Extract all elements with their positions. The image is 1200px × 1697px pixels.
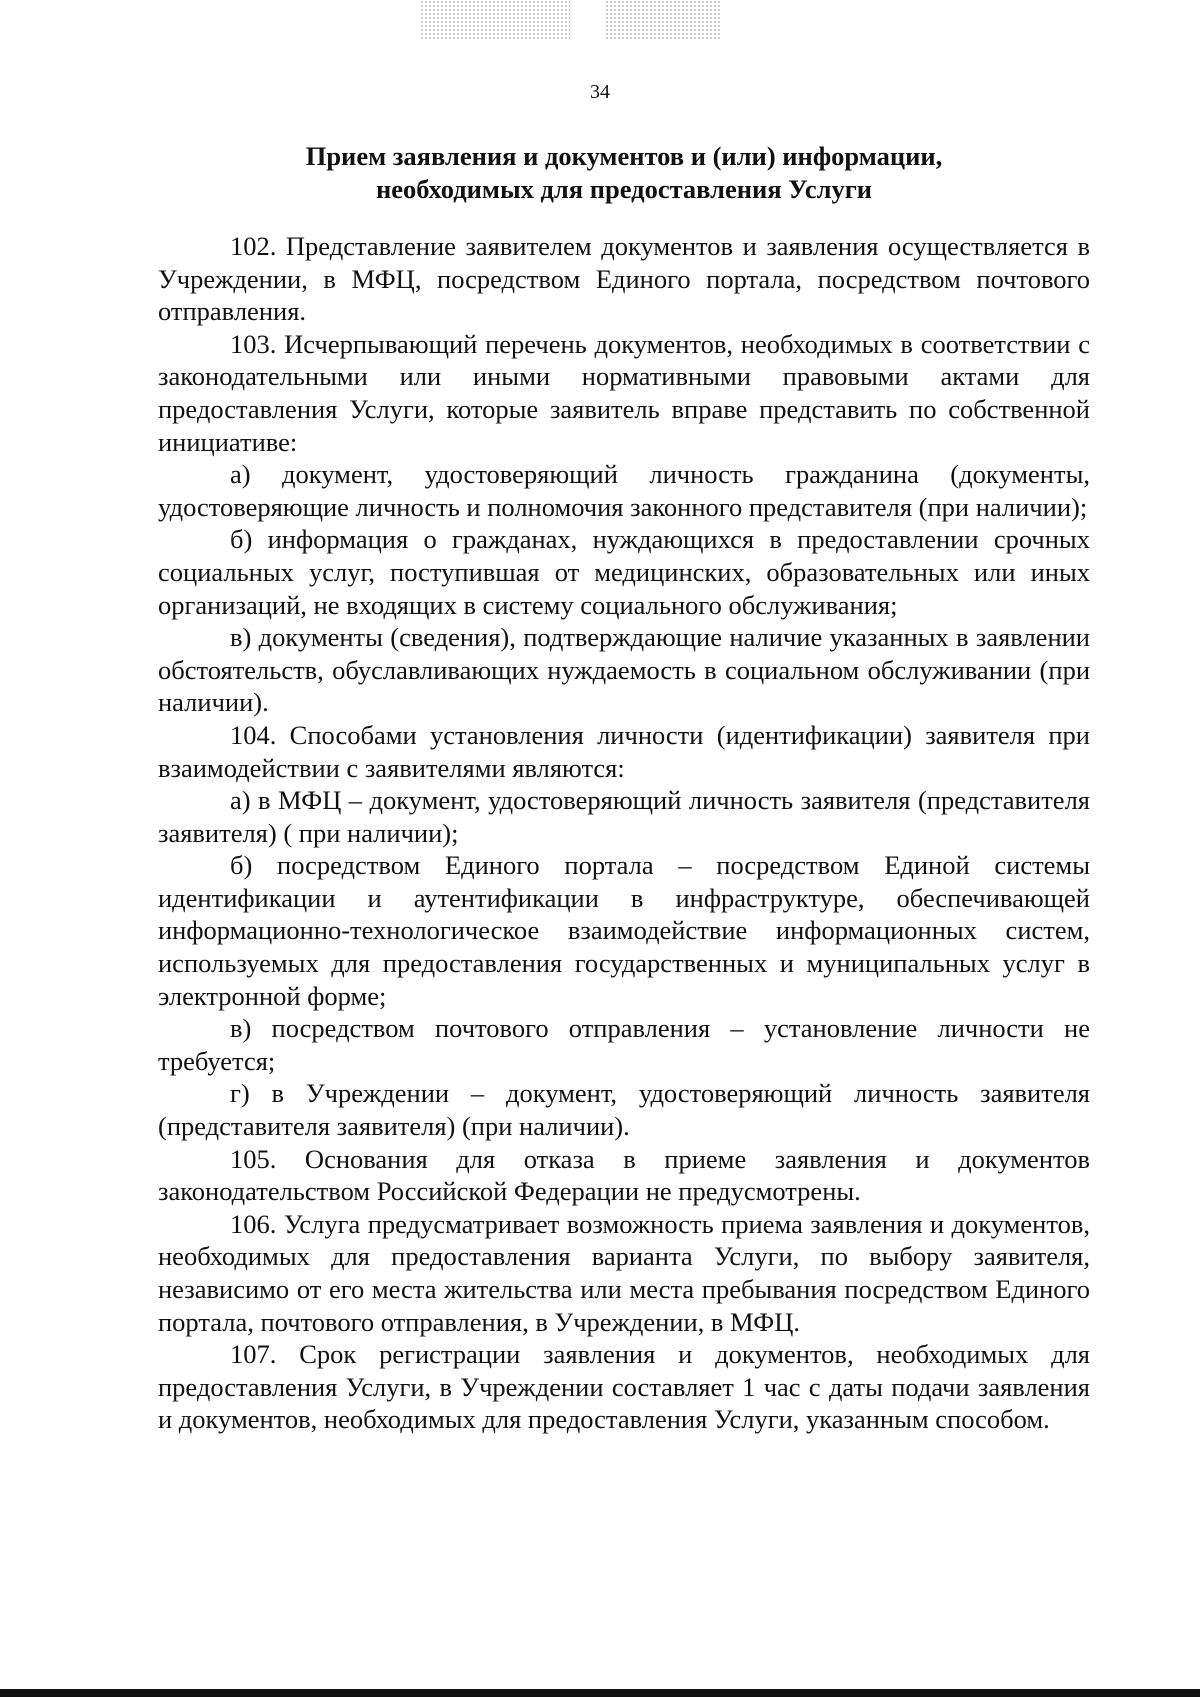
paragraph-104-item-b: б) посредством Единого портала – посредством Единой системы идентификации и аутентификации в инфраструктуре, обеспечивающей информационно-технологическое взаимодействие информационных систем, используемых для предоставления государственных и муниципальных услуг в электронной форме; (158, 850, 1090, 1011)
paragraph-104-item-v: в) посредством почтового отправления – установление личности не требуется; (158, 1013, 1090, 1076)
section-heading (158, 140, 1090, 206)
paragraph-104-item-g: г) в Учреждении – документ, удостоверяющий личность заявителя (представителя заявителя) (при наличии). (158, 1078, 1090, 1142)
paragraph-104-item-a: а) в МФЦ – документ, удостоверяющий личность заявителя (представителя заявителя) ( при наличии); (158, 785, 1090, 848)
section-heading-line: Прием заявления и документов и (или) информации, (305, 141, 943, 171)
paragraph-104: 104. Способами установления личности (идентификации) заявителя при взаимодействии с заявителями являются: (158, 719, 1090, 783)
paragraph-103-item-a: а) документ, удостоверяющий личность гражданина (документы, удостоверяющие личность и полномочия законного представителя (при наличии); (158, 459, 1090, 522)
paragraph-103-item-b: б) информация о гражданах, нуждающихся в предоставлении срочных социальных услуг, поступившая от медицинских, образовательных или иных организаций, не входящих в систему социального обслуживания; (158, 524, 1090, 620)
paragraph-103: 103. Исчерпывающий перечень документов, необходимых в соответствии с законодательными или иными нормативными правовыми актами для предоставления Услуги, которые заявитель вправе представить по собственной инициативе: (158, 328, 1090, 457)
paragraph-107: 107. Срок регистрации заявления и документов, необходимых для предоставления Услуги, в Учреждении составляет 1 час с даты подачи заявления и документов, необходимых для предоставления Услуги, указанным способом. (158, 1339, 1090, 1435)
paragraph-106: 106. Услуга предусматривает возможность приема заявления и документов, необходимых для предоставления варианта Услуги, по выбору заявителя, независимо от его места жительства или места пребывания посредством Единого портала, почтового отправления, в Учреждении, в МФЦ. (158, 1208, 1090, 1337)
scan-artifact (420, 0, 570, 40)
page-number: 34 (590, 81, 610, 103)
scan-artifact (605, 0, 720, 40)
section-heading-line: необходимых для предоставления Услуги (375, 174, 873, 204)
paragraph-102: 102. Представление заявителем документов и заявления осуществляется в Учреждении, в МФЦ, посредством Единого портала, посредством почтового отправления. (158, 231, 1090, 327)
document-body (158, 230, 1090, 1436)
scan-bottom-edge (0, 1689, 1200, 1697)
paragraph-105: 105. Основания для отказа в приеме заявления и документов законодательством Российской Федерации не предусмотрены. (158, 1143, 1090, 1207)
paragraph-103-item-v: в) документы (сведения), подтверждающие наличие указанных в заявлении обстоятельств, обуславливающих нуждаемость в социальном обслуживании (при наличии). (158, 622, 1090, 718)
